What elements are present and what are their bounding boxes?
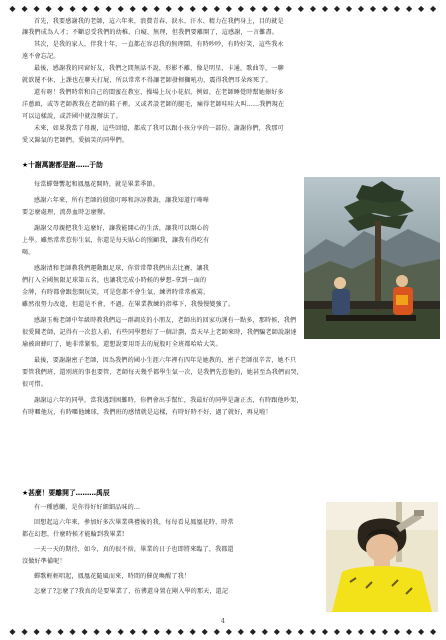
border-diamond: ◆ [261, 627, 268, 636]
border-diamond: ◆ [153, 4, 160, 13]
border-diamond: ◆ [405, 4, 413, 13]
border-diamond: ◆ [153, 627, 160, 636]
intro-line: 最後，感謝我的同窗好友，我們之間無話不說，形影不離，像是明星，卡通，歌曲等，一聊 [34, 65, 284, 72]
section1-line: 很可惜。 [22, 381, 47, 388]
border-diamond: ◆ [213, 627, 220, 636]
border-diamond: ◆ [237, 627, 244, 636]
border-diamond: ◆ [285, 4, 292, 13]
border-diamond: ◆ [81, 627, 88, 636]
border-diamond: ◆ [261, 4, 268, 13]
border-diamond: ◆ [165, 627, 172, 636]
border-diamond: ◆ [81, 4, 88, 13]
border-diamond: ◆ [69, 4, 76, 13]
border-diamond: ◆ [21, 4, 28, 13]
section1-line: 雖然很努力改進，但還是不會，不過，在畢業教練的指導下，我慢慢變強了。 [22, 301, 235, 308]
section1-line: 瑜被窗蜂叮了，她非常緊張，還想說要用哥去的屁股叮全班都哈哈大笑。 [22, 341, 222, 348]
section1-line: 感謝六年來，所有老師的殷殷叮嚀和諄諄教誨，讓我知道行嘩嘩 [34, 197, 209, 204]
border-diamond: ◆ [333, 4, 340, 13]
intro-line: 其次，是我的家人，伴我十年，一直都在容忍我的無理鬧，有時吵吵，有時好笑，這些我永 [34, 41, 284, 48]
border-diamond: ◆ [273, 627, 280, 636]
border-diamond: ◆ [141, 627, 148, 636]
border-bottom [8, 627, 438, 636]
border-top [8, 4, 438, 13]
border-diamond: ◆ [57, 4, 64, 13]
section1-line: 每當蟬聲響起和鳳凰花開時，就是畢業季節。 [34, 181, 159, 188]
border-diamond: ◆ [393, 4, 401, 13]
section1-line: 謝謝父母親把我生這麼好，讓我能開心的生活，讓我可以開心的 [34, 225, 209, 232]
section2-line: 蟬歌輕輕唱起，鳳凰花隨風而來，時間的催促喚醒了我！ [34, 573, 191, 580]
border-diamond: ◆ [345, 627, 353, 636]
intro-line: 首先，我要感謝我的老師，這六年來，浪費青春、淚水、汗水、精力在我們身上，目的就是 [34, 18, 284, 25]
photo-mountain-tree [304, 177, 440, 339]
border-diamond: ◆ [177, 4, 184, 13]
intro-line: 愛又錦氣的老師們、愛搞笑的同學們。 [22, 137, 129, 144]
border-diamond: ◆ [417, 4, 425, 13]
border-diamond: ◆ [357, 4, 365, 13]
border-diamond: ◆ [249, 627, 256, 636]
section1-line: 感謝清和老師教我們運動跟足球，你常常帶我們出去比賽，讓我 [34, 265, 209, 272]
border-diamond: ◆ [381, 627, 389, 636]
border-diamond: ◆ [429, 627, 437, 636]
border-diamond: ◆ [141, 4, 148, 13]
section1-line: 有時暱他玩，有時暱他練球，我們班的感情就是這樣，有時好時不好，過了就好，再見啦！ [22, 409, 272, 416]
border-diamond: ◆ [309, 627, 316, 636]
section1-line: 們打入全國無限足球第五名，也讓我完成小時候的夢想–拿到一面的 [22, 277, 207, 284]
border-diamond: ◆ [189, 4, 196, 13]
border-diamond: ◆ [369, 4, 377, 13]
border-diamond: ◆ [9, 4, 16, 13]
border-diamond: ◆ [297, 4, 304, 13]
border-diamond: ◆ [93, 627, 100, 636]
border-diamond: ◆ [429, 4, 437, 13]
border-diamond: ◆ [393, 627, 401, 636]
section1-line: 喝。 [22, 249, 35, 256]
section2-line: 一天一天的期待，如今，真的很不捨，畢業的日子也即將來臨了，我都還 [34, 546, 234, 553]
section1-line: 很愛聞老師，記得有一次惹人前，有些同學想好了一個計劃，當天早上老師來時，我們騙老師說謝達 [22, 329, 297, 336]
border-diamond: ◆ [369, 627, 377, 636]
intro-line: 遠不會忘記。 [22, 53, 60, 60]
border-diamond: ◆ [273, 4, 280, 13]
border-diamond: ◆ [333, 627, 340, 636]
border-diamond: ◆ [21, 627, 28, 636]
border-diamond: ◆ [225, 627, 232, 636]
border-diamond: ◆ [165, 4, 172, 13]
section2-line: 沒做好準備呢！ [22, 558, 66, 565]
section1-line: 謝謝這六年的同學，當我遇到困難時，你們會出手幫忙，我最好的同學是謝正杰，有時跟他吵架， [34, 397, 303, 404]
border-diamond: ◆ [45, 4, 52, 13]
border-diamond: ◆ [117, 627, 124, 636]
intro-line: 就欲罷不休，上課也在聊天打屁，所以常常不得讓老師發揮獅吼功，震得我們耳朵疼死了。 [22, 77, 272, 84]
intro-line: 讓我們成為人才；不斷忍受我們的幼稚、白癡、無理，但我們要離開了，這感謝，一言難盡。 [22, 29, 278, 36]
border-diamond: ◆ [45, 627, 52, 636]
border-diamond: ◆ [189, 627, 196, 636]
border-diamond: ◆ [201, 627, 208, 636]
border-diamond: ◆ [33, 627, 40, 636]
border-diamond: ◆ [345, 4, 353, 13]
page-number: 4 [220, 617, 226, 625]
border-diamond: ◆ [357, 627, 365, 636]
border-diamond: ◆ [213, 4, 220, 13]
border-diamond: ◆ [297, 627, 304, 636]
section-heading: ★十謝萬謝都是謝……于劼 [22, 161, 103, 169]
section2-line: 有一種感觸，是你得好好細細品味的… [34, 504, 141, 511]
border-diamond: ◆ [129, 4, 136, 13]
section2-line: 回想起這六年來，參加好多次畢業典禮後的我，每每看見鳳凰花時，時常 [34, 519, 234, 526]
section2-line: 怎麼了?怎麼了?我真的是要畢業了，彷彿還身置在剛入學的那天，還記 [34, 588, 229, 595]
border-diamond: ◆ [249, 4, 256, 13]
border-diamond: ◆ [117, 4, 124, 13]
section2-line: 都在幻想，什麼時候才能輪到我畢業! [22, 531, 125, 538]
border-diamond: ◆ [321, 4, 328, 13]
border-diamond: ◆ [33, 4, 40, 13]
border-diamond: ◆ [201, 4, 208, 13]
border-diamond: ◆ [177, 627, 184, 636]
border-diamond: ◆ [381, 4, 389, 13]
border-diamond: ◆ [69, 627, 76, 636]
intro-line: 未來，如果我當了母親，這些回憶，都成了我可以跟小孩分享的一部份。謝謝你們，我那可 [34, 125, 284, 132]
intro-line: 洋蔥頭，或等老師教我在老師的鞋子裡，又或者設老師的腿毛，痛得老師哇哇大叫……我們現在 [22, 101, 285, 108]
border-diamond: ◆ [237, 4, 244, 13]
photo-haircut [326, 502, 438, 612]
border-diamond: ◆ [225, 4, 232, 13]
section1-line: 感謝玉梅老師中年級時教我們這一群調皮的小朋友，老師出的回家功課有一點多，那時候，我們 [34, 317, 297, 324]
section1-line: 最後，要謝謝密子老師，因為我們的國小生涯六年裡有四年是她教的，密子老師很辛苦，她不只 [34, 357, 297, 364]
border-diamond: ◆ [9, 627, 16, 636]
border-diamond: ◆ [105, 4, 112, 13]
border-diamond: ◆ [93, 4, 100, 13]
intro-line: 還有呀！我們時常和自己的閨蜜在教室、操場上玩小花招，例如，在老師睡覺時幫她擦好多 [34, 89, 284, 96]
border-diamond: ◆ [57, 627, 64, 636]
border-diamond: ◆ [105, 627, 112, 636]
border-diamond: ◆ [129, 627, 136, 636]
section1-line: 金牌，有時都會跟您開玩笑，可是您都不會生氣，練習時常常被罵， [22, 289, 210, 296]
border-diamond: ◆ [321, 627, 328, 636]
border-diamond: ◆ [309, 4, 316, 13]
section1-line: 上學。雖然常常惹你生氣，你還是每天貼心的照顧我，讓我有得吃有 [22, 237, 210, 244]
intro-line: 可以這樣說，或許國中就沒辦法了。 [22, 113, 122, 120]
section-heading: ★甚麼！要離開了………禹辰 [22, 489, 110, 497]
border-diamond: ◆ [285, 627, 292, 636]
section1-line: 要管我們班，還別班的事也要管，老師每天幾乎都學生氣一次，是我們先惹他的，她甚至為我們而哭， [22, 369, 303, 376]
border-diamond: ◆ [417, 627, 425, 636]
border-diamond: ◆ [405, 627, 413, 636]
section1-line: 要怎麼處理，流鼻血時怎麼辦。 [22, 209, 110, 216]
